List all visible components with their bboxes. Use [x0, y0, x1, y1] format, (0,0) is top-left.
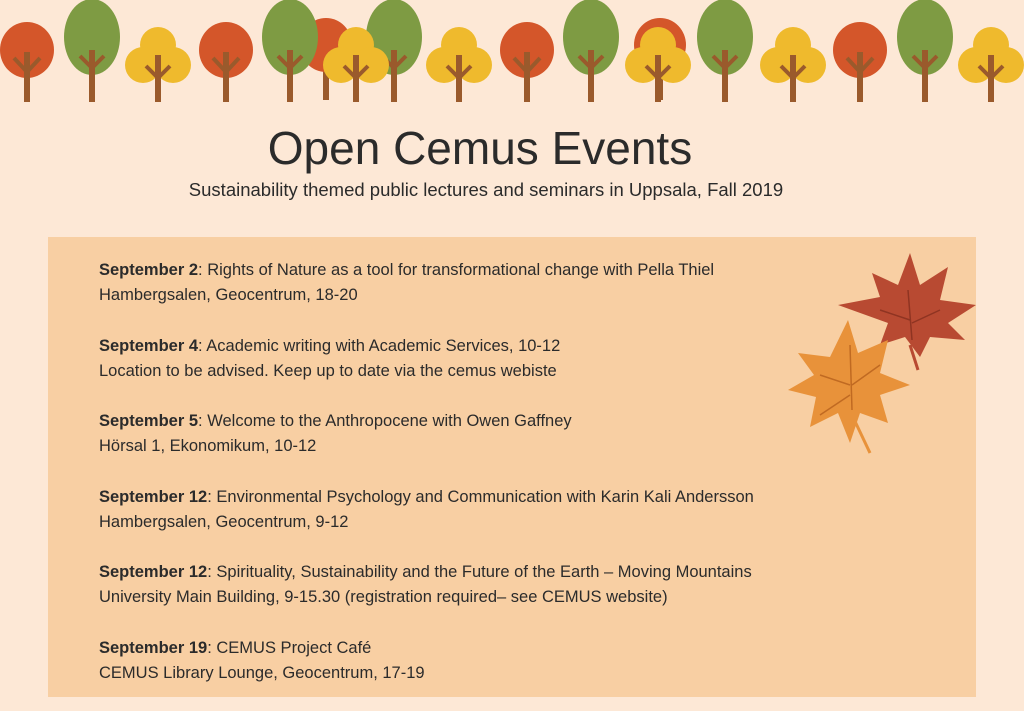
event-heading [99, 334, 859, 359]
event-date: September 12 [99, 488, 207, 506]
event-location: University Main Building, 9-15.30 (registration required– see CEMUS website) [99, 585, 859, 610]
event-location: Hörsal 1, Ekonomikum, 10-12 [99, 434, 859, 459]
event-item [99, 258, 859, 334]
page-title: Open Cemus Events [0, 121, 960, 175]
event-date: September 12 [99, 563, 207, 581]
tree-yellow [426, 27, 492, 102]
event-date: September 4 [99, 337, 198, 355]
event-heading [99, 636, 859, 661]
event-item [99, 409, 859, 485]
tree-border [0, 0, 1024, 110]
tree-green [262, 0, 318, 102]
event-location: Hambergsalen, Geocentrum, 9-12 [99, 510, 859, 535]
event-title: : Spirituality, Sustainability and the Future of the Earth – Moving Mountains [207, 563, 751, 581]
event-location: CEMUS Library Lounge, Geocentrum, 17-19 [99, 661, 859, 686]
tree-green [563, 0, 619, 102]
events-list [99, 258, 859, 711]
event-heading [99, 409, 859, 434]
tree-red [0, 22, 54, 102]
event-title: : Rights of Nature as a tool for transformational change with Pella Thiel [198, 261, 714, 279]
tree-green [64, 0, 120, 102]
event-date: September 19 [99, 639, 207, 657]
event-title: : CEMUS Project Café [207, 639, 371, 657]
event-date: September 2 [99, 261, 198, 279]
tree-red [833, 22, 887, 102]
event-location: Location to be advised. Keep up to date via the cemus webiste [99, 359, 859, 384]
event-title: : Environmental Psychology and Communication with Karin Kali Andersson [207, 488, 754, 506]
event-heading [99, 258, 859, 283]
tree-yellow [760, 27, 826, 102]
tree-yellow [958, 27, 1024, 102]
event-item [99, 334, 859, 410]
event-heading [99, 485, 859, 510]
tree-green [897, 0, 953, 102]
event-item [99, 485, 859, 561]
tree-red [199, 22, 253, 102]
page-subtitle: Sustainability themed public lectures and seminars in Uppsala, Fall 2019 [0, 179, 972, 201]
event-item [99, 560, 859, 636]
event-heading [99, 560, 859, 585]
event-date: September 5 [99, 412, 198, 430]
event-title: : Academic writing with Academic Services, 10-12 [198, 337, 560, 355]
tree-green [697, 0, 753, 102]
event-item [99, 636, 859, 711]
event-location: Hambergsalen, Geocentrum, 18-20 [99, 283, 859, 308]
event-title: : Welcome to the Anthropocene with Owen Gaffney [198, 412, 572, 430]
tree-yellow [125, 27, 191, 102]
tree-red [500, 22, 554, 102]
